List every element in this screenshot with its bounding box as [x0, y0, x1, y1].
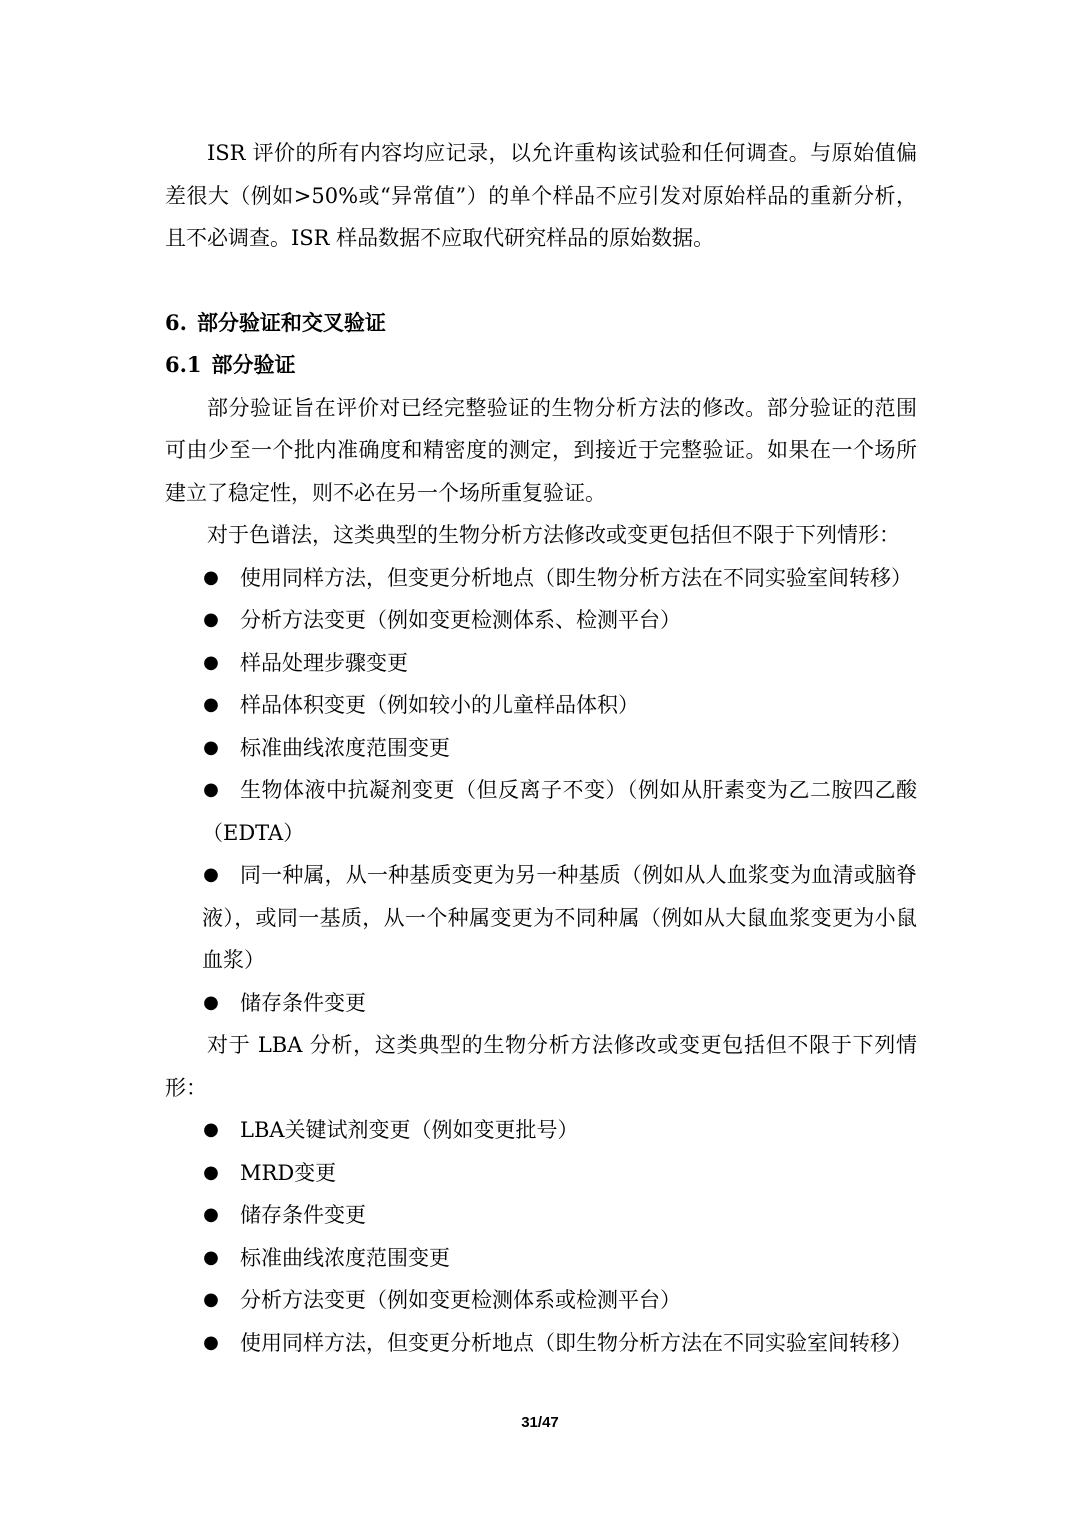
partial-validation-paragraph: 部分验证旨在评价对已经完整验证的生物分析方法的修改。部分验证的范围可由少至一个批内准确度和精密度的测定，到接近于完整验证。如果在一个场所建立了稳定性，则不必在另一个场所重复验证。: [165, 395, 917, 505]
bullet-icon: ●: [203, 736, 219, 758]
bullet-icon: ●: [203, 779, 219, 800]
list-item: ● 样品体积变更（例如较小的儿童样品体积）: [165, 684, 917, 727]
bullet-icon: ●: [203, 1204, 219, 1225]
section-6-1-title: 部分验证: [211, 352, 296, 377]
section-6-heading: [165, 302, 917, 345]
list-item: ● 储存条件变更: [165, 1194, 917, 1237]
bullet-icon: ●: [203, 991, 219, 1013]
section-6-title: 部分验证和交叉验证: [196, 309, 386, 335]
bullet-icon: ●: [203, 566, 219, 588]
list-item: ● 标准曲线浓度范围变更: [165, 727, 917, 770]
list-item: ● LBA关键试剂变更（例如变更批号）: [165, 1109, 917, 1152]
bullet-icon: ●: [203, 1289, 219, 1310]
list-item: ● 储存条件变更: [165, 982, 917, 1025]
document-page: [165, 132, 917, 1364]
list-item: ● 样品处理步骤变更: [165, 642, 917, 685]
list-item: ● 生物体液中抗凝剂变更（但反离子不变）（例如从肝素变为乙二胺四乙酸（EDTA）: [165, 769, 917, 854]
lba-intro: 对于 LBA 分析，这类典型的生物分析方法修改或变更包括但不限于下列情形：: [165, 1033, 917, 1100]
chromatography-list: [165, 557, 917, 1025]
list-item: ● MRD变更: [165, 1152, 917, 1195]
bullet-icon: ●: [203, 651, 219, 673]
list-item: ● 使用同样方法，但变更分析地点（即生物分析方法在不同实验室间转移）: [165, 1322, 917, 1365]
bullet-icon: ●: [203, 1161, 219, 1183]
bullet-icon: ●: [203, 1119, 219, 1140]
intro-paragraph: ISR 评价的所有内容均应记录，以允许重构该试验和任何调查。与原始值偏差很大（例如>50%或“异常值”）的单个样品不应引发对原始样品的重新分析，且不必调查。ISR 样品数据不应取代研究样品的原始数据。: [165, 141, 917, 250]
chromatography-intro: 对于色谱法，这类典型的生物分析方法修改或变更包括但不限于下列情形：: [207, 523, 900, 547]
list-item: ● 分析方法变更（例如变更检测体系或检测平台）: [165, 1279, 917, 1322]
section-spacer: [165, 260, 917, 302]
bullet-icon: ●: [203, 1246, 219, 1268]
section-6-1-heading: [165, 344, 917, 387]
bullet-icon: ●: [203, 694, 219, 715]
list-item: ● 同一种属，从一种基质变更为另一种基质（例如从人血浆变为血清或脑脊液），或同一基质，从一个种属变更为不同种属（例如从大鼠血浆变更为小鼠血浆）: [165, 854, 917, 982]
list-item: ● 分析方法变更（例如变更检测体系、检测平台）: [165, 599, 917, 642]
bullet-icon: ●: [203, 609, 219, 630]
bullet-icon: ●: [203, 1331, 219, 1353]
bullet-icon: ●: [203, 864, 219, 885]
lba-list: [165, 1109, 917, 1364]
list-item: ● 使用同样方法，但变更分析地点（即生物分析方法在不同实验室间转移）: [165, 557, 917, 600]
section-6-number: 6.: [165, 309, 187, 335]
page-number: 31/47: [521, 1414, 559, 1431]
section-6-1-number: 6.1: [165, 352, 202, 377]
list-item: ● 标准曲线浓度范围变更: [165, 1237, 917, 1280]
